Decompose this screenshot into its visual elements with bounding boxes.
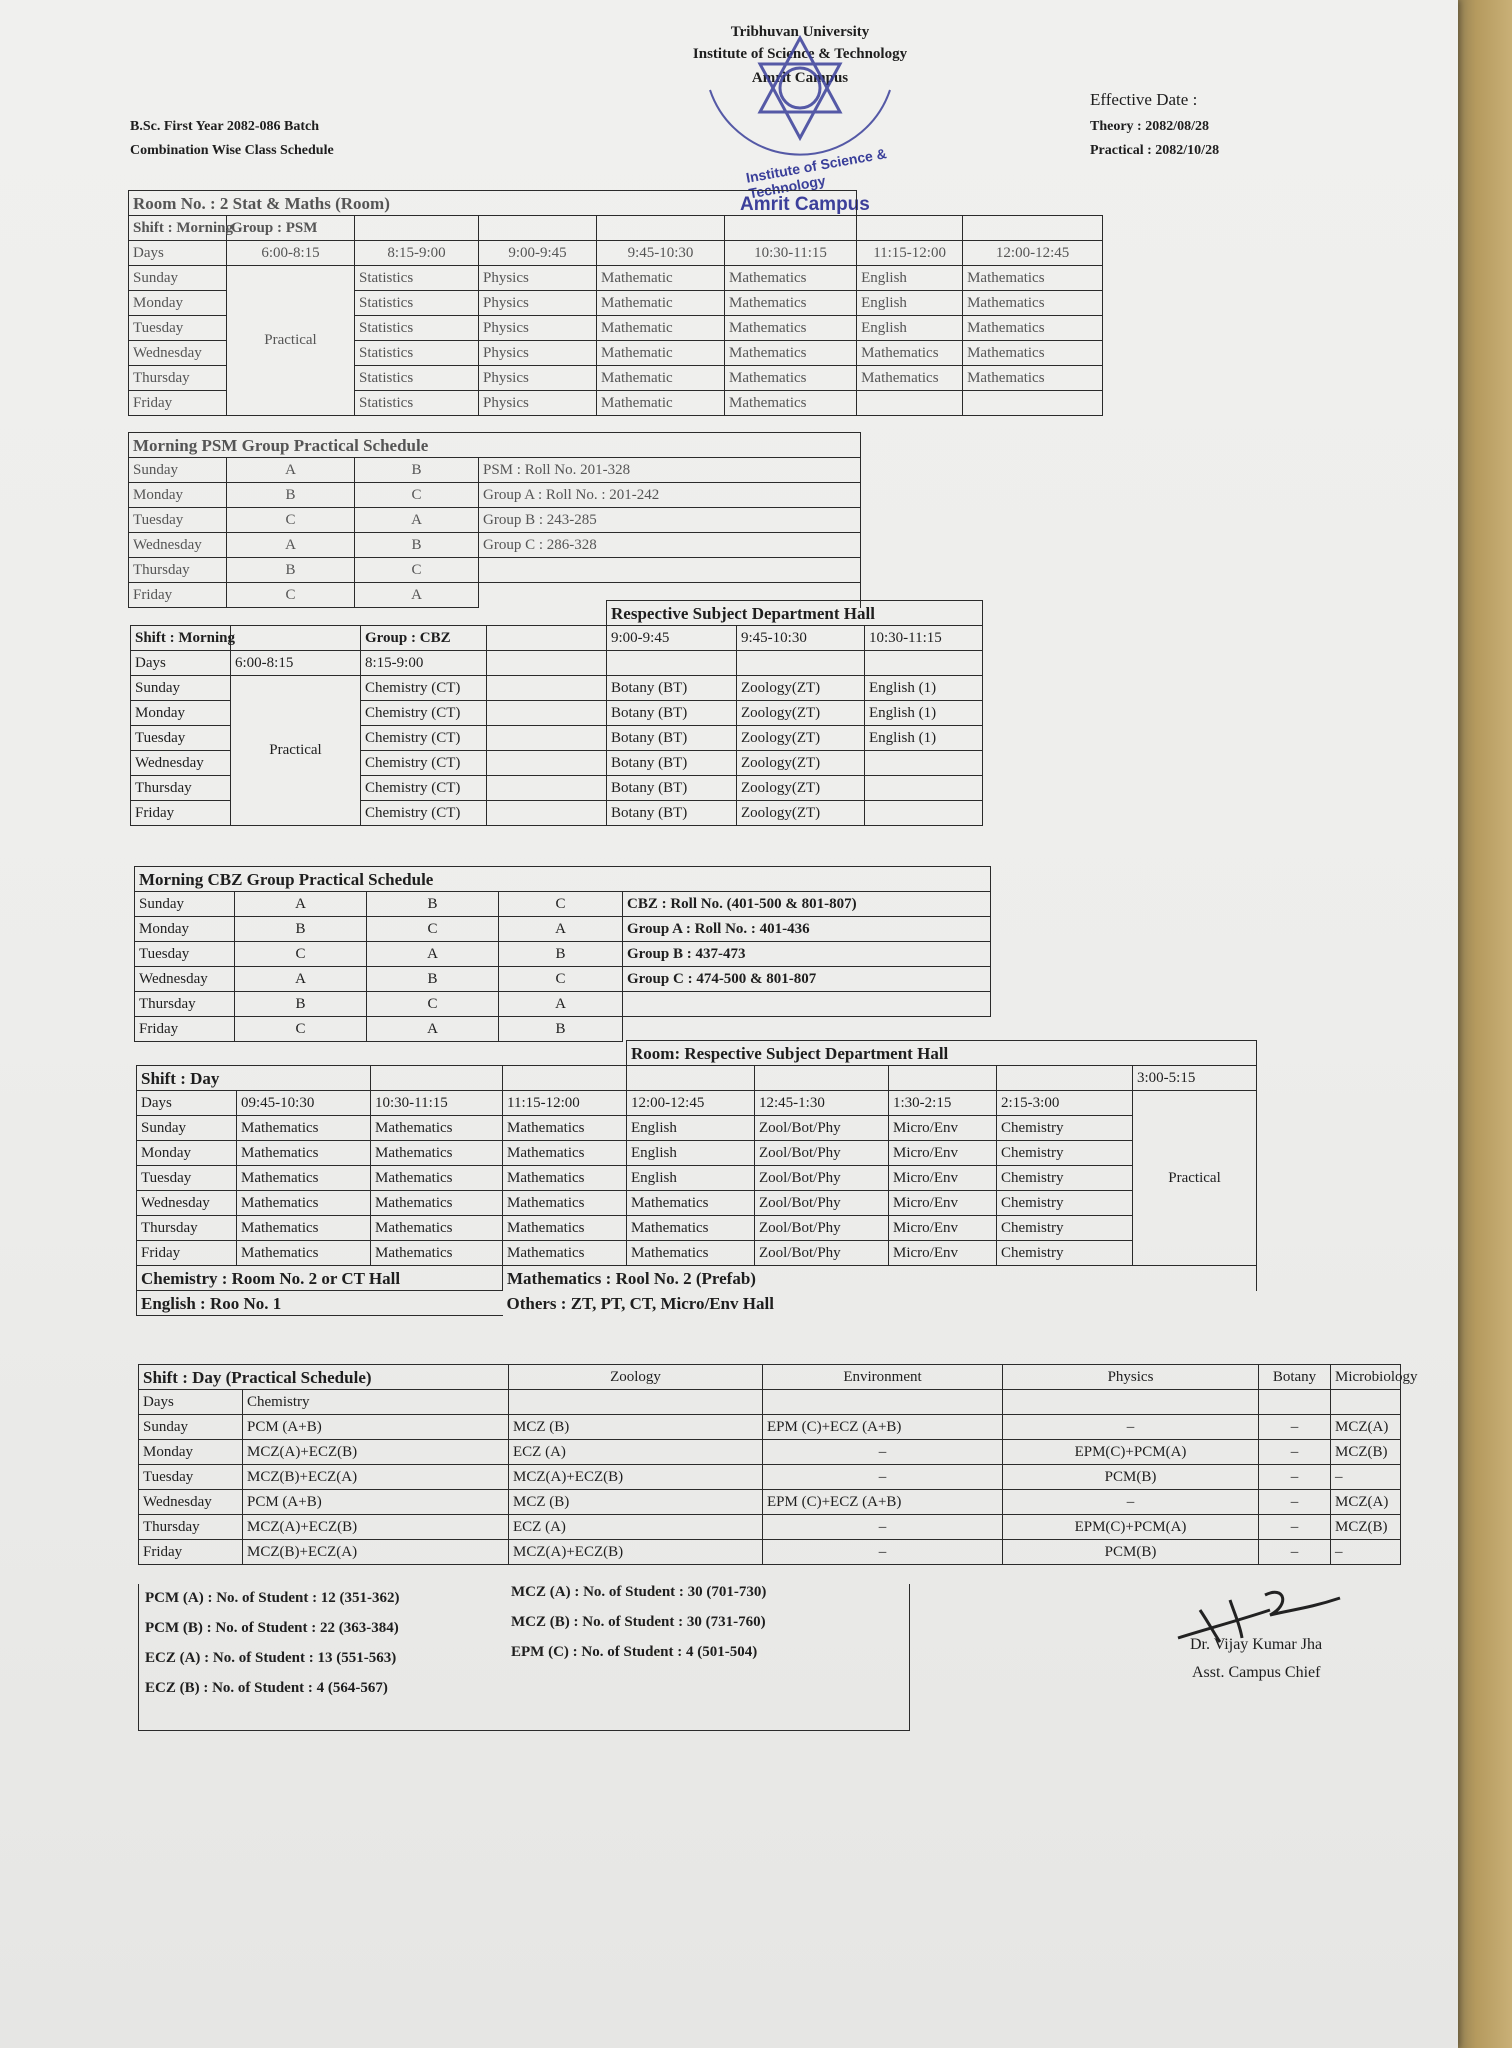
day-cell: Friday (137, 1241, 237, 1266)
count-note: MCZ (A) : No. of Student : 30 (701-730) (511, 1584, 767, 1600)
table-cell: Statistics (355, 316, 479, 341)
table-cell: Chemistry (997, 1166, 1133, 1191)
table-cell: MCZ (B) (509, 1415, 763, 1440)
day-cell: Thursday (139, 1515, 243, 1540)
roll-note: Group C : 286-328 (479, 533, 861, 558)
table-cell: Mathematics (503, 1166, 627, 1191)
table-cell: EPM(C)+PCM(A) (1003, 1440, 1259, 1465)
table-cell (963, 391, 1103, 416)
cbz-practical-table (134, 866, 991, 1042)
table-cell: Mathematics (627, 1191, 755, 1216)
table-cell: MCZ(B)+ECZ(A) (243, 1540, 509, 1565)
day-cell: Wednesday (139, 1490, 243, 1515)
day-cell: Tuesday (131, 726, 231, 751)
table-cell: – (1259, 1440, 1331, 1465)
table-cell: Mathematics (725, 316, 857, 341)
group-cell: C (499, 892, 623, 917)
table-cell: Chemistry (CT) (361, 726, 487, 751)
signatory-name: Dr. Vijay Kumar Jha (1190, 1636, 1323, 1653)
time-header: 09:45-10:30 (237, 1091, 371, 1116)
table-cell: Physics (479, 341, 597, 366)
table-cell: Mathematics (725, 341, 857, 366)
table-cell: Mathematic (597, 341, 725, 366)
group-cell: B (367, 892, 499, 917)
table-cell: Mathematics (503, 1241, 627, 1266)
table-cell: MCZ(A)+ECZ(B) (243, 1515, 509, 1540)
group-cell: C (227, 508, 355, 533)
time-header: 3:00-5:15 (1133, 1066, 1257, 1091)
table-cell: Mathematics (371, 1116, 503, 1141)
table-cell: Mathematics (963, 316, 1103, 341)
group-cell: C (355, 483, 479, 508)
table-cell: Zoology(ZT) (737, 726, 865, 751)
group-cell: A (227, 458, 355, 483)
group-cell: A (227, 533, 355, 558)
table-cell: English (627, 1166, 755, 1191)
day-cell: Monday (129, 483, 227, 508)
day-shift: Shift : Day (137, 1066, 371, 1091)
room-note: Chemistry : Room No. 2 or CT Hall (137, 1266, 503, 1291)
table-cell: Chemistry (CT) (361, 676, 487, 701)
day-cell: Friday (135, 1017, 235, 1042)
table-cell: Zoology(ZT) (737, 701, 865, 726)
table-cell: – (763, 1440, 1003, 1465)
roll-note: Group A : Roll No. : 401-436 (623, 917, 991, 942)
table-cell: Mathematic (597, 366, 725, 391)
group-cell: A (355, 583, 479, 608)
group-cell: B (227, 483, 355, 508)
group-cell: B (355, 458, 479, 483)
table-cell: English (1) (865, 676, 983, 701)
day-cell: Thursday (129, 366, 227, 391)
table-cell: Statistics (355, 366, 479, 391)
table-cell: MCZ(B) (1331, 1440, 1401, 1465)
roll-note: Group B : 243-285 (479, 508, 861, 533)
table-cell: Chemistry (CT) (361, 801, 487, 826)
psm-shift: Shift : Morning (129, 216, 227, 241)
table-cell: – (1331, 1540, 1401, 1565)
time-header: 10:30-11:15 (725, 241, 857, 266)
day-cell: Wednesday (135, 967, 235, 992)
psm-group: Group : PSM (227, 216, 355, 241)
group-cell: A (367, 1017, 499, 1042)
table-cell: Chemistry (997, 1116, 1133, 1141)
table-cell: MCZ(A)+ECZ(B) (509, 1540, 763, 1565)
table-cell: Botany (BT) (607, 801, 737, 826)
subject-header: Microbiology (1331, 1365, 1401, 1390)
group-cell: B (235, 992, 367, 1017)
table-cell: Zoology(ZT) (737, 801, 865, 826)
table-cell: Mathematic (597, 266, 725, 291)
table-cell: Zool/Bot/Phy (755, 1116, 889, 1141)
time-header: 12:00-12:45 (627, 1091, 755, 1116)
table-cell: Mathematics (503, 1141, 627, 1166)
theory-date: Theory : 2082/08/28 (1090, 119, 1209, 134)
cbz-shift: Shift : Morning (131, 626, 231, 651)
subject-header: Physics (1003, 1365, 1259, 1390)
table-cell: Chemistry (997, 1216, 1133, 1241)
time-header: 9:45-10:30 (597, 241, 725, 266)
table-cell: Zool/Bot/Phy (755, 1166, 889, 1191)
table-cell: Chemistry (997, 1241, 1133, 1266)
table-cell: English (857, 316, 963, 341)
psm-schedule-table (128, 190, 1103, 416)
days-header: Days (139, 1390, 243, 1415)
table-cell: Zool/Bot/Phy (755, 1141, 889, 1166)
table-cell: Mathematics (963, 341, 1103, 366)
table-cell: PCM (A+B) (243, 1490, 509, 1515)
table-cell: Physics (479, 391, 597, 416)
table-cell: Zoology(ZT) (737, 676, 865, 701)
table-cell: Statistics (355, 391, 479, 416)
table-cell: Mathematics (237, 1116, 371, 1141)
day-cell: Sunday (135, 892, 235, 917)
table-cell: Physics (479, 316, 597, 341)
table-cell (865, 776, 983, 801)
group-cell: A (499, 992, 623, 1017)
group-cell: B (355, 533, 479, 558)
subject-header: Botany (1259, 1365, 1331, 1390)
table-cell: Chemistry (997, 1141, 1133, 1166)
table-cell: – (1331, 1465, 1401, 1490)
table-cell: Mathematics (371, 1191, 503, 1216)
cbz-schedule-table (130, 600, 983, 826)
table-cell: Zoology(ZT) (737, 776, 865, 801)
table-cell: Mathematics (237, 1141, 371, 1166)
table-cell: Chemistry (CT) (361, 776, 487, 801)
institute-name: Institute of Science & Technology (692, 46, 908, 62)
table-cell: Mathematics (371, 1166, 503, 1191)
roll-note: Group C : 474-500 & 801-807 (623, 967, 991, 992)
count-note: ECZ (B) : No. of Student : 4 (564-567) (145, 1680, 388, 1696)
table-cell: Mathematics (237, 1166, 371, 1191)
table-cell: Micro/Env (889, 1116, 997, 1141)
roll-note: CBZ : Roll No. (401-500 & 801-807) (623, 892, 991, 917)
count-note: PCM (B) : No. of Student : 22 (363-384) (145, 1620, 399, 1636)
table-cell: Mathematic (597, 316, 725, 341)
table-cell: – (1003, 1415, 1259, 1440)
table-cell: Micro/Env (889, 1241, 997, 1266)
table-cell: Physics (479, 291, 597, 316)
psm-room: Room No. : 2 Stat & Maths (Room) (129, 191, 857, 216)
table-cell: Botany (BT) (607, 701, 737, 726)
day-practical-title: Shift : Day (Practical Schedule) (139, 1365, 509, 1390)
day-cell: Monday (131, 701, 231, 726)
group-cell: A (235, 892, 367, 917)
table-cell: PCM (A+B) (243, 1415, 509, 1440)
table-cell: Botany (BT) (607, 726, 737, 751)
subject-header: Zoology (509, 1365, 763, 1390)
days-header: Days (129, 241, 227, 266)
days-header: Days (137, 1091, 237, 1116)
day-cell: Friday (129, 583, 227, 608)
day-cell: Friday (129, 391, 227, 416)
time-header: 12:00-12:45 (963, 241, 1103, 266)
table-cell: Mathematics (963, 366, 1103, 391)
table-cell: Mathematics (963, 291, 1103, 316)
count-note: MCZ (B) : No. of Student : 30 (731-760) (511, 1614, 766, 1630)
time-header: 2:15-3:00 (997, 1091, 1133, 1116)
table-cell: Zoology(ZT) (737, 751, 865, 776)
table-cell: Mathematics (237, 1191, 371, 1216)
table-cell: Botany (BT) (607, 776, 737, 801)
roll-note: PSM : Roll No. 201-328 (479, 458, 861, 483)
cbz-group: Group : CBZ (361, 626, 487, 651)
table-cell: Mathematics (237, 1241, 371, 1266)
day-cell: Monday (135, 917, 235, 942)
table-cell: Zool/Bot/Phy (755, 1241, 889, 1266)
time-header: 9:45-10:30 (737, 626, 865, 651)
table-cell: – (1259, 1415, 1331, 1440)
table-cell: Micro/Env (889, 1141, 997, 1166)
table-cell: Chemistry (CT) (361, 701, 487, 726)
table-cell: MCZ(A)+ECZ(B) (243, 1440, 509, 1465)
day-cell: Thursday (135, 992, 235, 1017)
table-cell: Micro/Env (889, 1166, 997, 1191)
day-cell: Wednesday (129, 533, 227, 558)
table-cell: Mathematics (371, 1141, 503, 1166)
group-cell: A (235, 967, 367, 992)
seal-campus: Amrit Campus (740, 194, 870, 215)
table-cell: Mathematics (725, 366, 857, 391)
table-cell: Mathematics (725, 291, 857, 316)
roll-note: Group B : 437-473 (623, 942, 991, 967)
table-cell: Physics (479, 266, 597, 291)
day-cell: Wednesday (131, 751, 231, 776)
table-cell: English (857, 291, 963, 316)
table-cell: Chemistry (CT) (361, 751, 487, 776)
schedule-title: Combination Wise Class Schedule (130, 143, 334, 158)
time-header: 12:45-1:30 (755, 1091, 889, 1116)
university-name: Tribhuvan University (730, 24, 870, 40)
group-cell: B (235, 917, 367, 942)
university-logo (650, 20, 950, 215)
table-cell: English (857, 266, 963, 291)
day-room: Room: Respective Subject Department Hall (627, 1041, 1257, 1066)
practical-date: Practical : 2082/10/28 (1090, 143, 1220, 158)
psm-practical-table (128, 432, 861, 608)
day-cell: Monday (139, 1440, 243, 1465)
table-cell: Mathematic (597, 291, 725, 316)
student-count-box (138, 1584, 910, 1731)
cbz-hall: Respective Subject Department Hall (607, 601, 983, 626)
table-cell: ECZ (A) (509, 1515, 763, 1540)
table-cell: – (1259, 1490, 1331, 1515)
time-header: 6:00-8:15 (227, 241, 355, 266)
day-cell: Monday (129, 291, 227, 316)
table-cell: Mathematics (627, 1241, 755, 1266)
table-cell: MCZ(A) (1331, 1490, 1401, 1515)
table-cell: – (763, 1540, 1003, 1565)
table-cell: Zool/Bot/Phy (755, 1216, 889, 1241)
subject-header: Chemistry (243, 1390, 509, 1415)
day-cell: Tuesday (135, 942, 235, 967)
day-cell: Tuesday (129, 316, 227, 341)
table-cell: Physics (479, 366, 597, 391)
table-cell: Zool/Bot/Phy (755, 1191, 889, 1216)
table-cell: Mathematics (237, 1216, 371, 1241)
count-note: EPM (C) : No. of Student : 4 (501-504) (511, 1644, 758, 1660)
day-cell: Tuesday (129, 508, 227, 533)
time-header: 9:00-9:45 (607, 626, 737, 651)
group-cell: B (367, 967, 499, 992)
table-cell: EPM(C)+PCM(A) (1003, 1515, 1259, 1540)
time-header: 6:00-8:15 (231, 651, 361, 676)
table-cell: Mathematics (371, 1241, 503, 1266)
table-cell (857, 391, 963, 416)
table-cell: MCZ (B) (509, 1490, 763, 1515)
table-cell: Mathematic (597, 391, 725, 416)
table-cell: Statistics (355, 266, 479, 291)
table-cell: MCZ(A)+ECZ(B) (509, 1465, 763, 1490)
group-cell: C (499, 967, 623, 992)
table-cell: PCM(B) (1003, 1465, 1259, 1490)
group-cell: C (367, 917, 499, 942)
table-cell: – (1259, 1515, 1331, 1540)
day-schedule-table (136, 1040, 1257, 1316)
table-cell: MCZ(B)+ECZ(A) (243, 1465, 509, 1490)
day-cell: Thursday (137, 1216, 237, 1241)
count-note: PCM (A) : No. of Student : 12 (351-362) (145, 1590, 400, 1606)
table-cell: MCZ(B) (1331, 1515, 1401, 1540)
batch-title: B.Sc. First Year 2082-086 Batch (130, 119, 319, 134)
table-cell: Mathematics (503, 1191, 627, 1216)
day-cell: Thursday (129, 558, 227, 583)
time-header: 10:30-11:15 (371, 1091, 503, 1116)
psm-practical-title: Morning PSM Group Practical Schedule (129, 433, 861, 458)
table-cell: EPM (C)+ECZ (A+B) (763, 1490, 1003, 1515)
table-cell: MCZ(A) (1331, 1415, 1401, 1440)
group-cell: C (367, 992, 499, 1017)
table-cell: PCM(B) (1003, 1540, 1259, 1565)
table-cell: Mathematics (627, 1216, 755, 1241)
table-cell: English (627, 1141, 755, 1166)
time-header: 11:15-12:00 (857, 241, 963, 266)
table-cell: – (1259, 1465, 1331, 1490)
signatory-title: Asst. Campus Chief (1192, 1664, 1321, 1681)
day-practical-table (138, 1364, 1418, 1565)
day-cell: Friday (131, 801, 231, 826)
group-cell: C (227, 583, 355, 608)
table-cell: – (1003, 1490, 1259, 1515)
time-header: 9:00-9:45 (479, 241, 597, 266)
day-cell: Tuesday (137, 1166, 237, 1191)
table-cell: – (763, 1465, 1003, 1490)
table-cell: Botany (BT) (607, 676, 737, 701)
time-header: 11:15-12:00 (503, 1091, 627, 1116)
day-cell: Friday (139, 1540, 243, 1565)
day-cell: Sunday (129, 266, 227, 291)
table-cell (865, 751, 983, 776)
table-cell: Chemistry (997, 1191, 1133, 1216)
table-cell: Mathematics (857, 366, 963, 391)
table-cell: Mathematics (725, 266, 857, 291)
group-cell: C (235, 942, 367, 967)
table-cell: Mathematics (371, 1216, 503, 1241)
table-cell: EPM (C)+ECZ (A+B) (763, 1415, 1003, 1440)
table-cell: Micro/Env (889, 1216, 997, 1241)
table-cell: English (1) (865, 701, 983, 726)
time-header: 8:15-9:00 (361, 651, 487, 676)
table-cell: Statistics (355, 341, 479, 366)
table-cell: Mathematics (503, 1216, 627, 1241)
table-cell: Micro/Env (889, 1191, 997, 1216)
cbz-practical-title: Morning CBZ Group Practical Schedule (135, 867, 991, 892)
table-cell (865, 801, 983, 826)
group-cell: B (227, 558, 355, 583)
day-cell: Tuesday (139, 1465, 243, 1490)
table-cell: English (1) (865, 726, 983, 751)
group-cell: B (499, 1017, 623, 1042)
group-cell: C (235, 1017, 367, 1042)
table-cell: – (763, 1515, 1003, 1540)
table-cell: Mathematics (857, 341, 963, 366)
room-note: Mathematics : Rool No. 2 (Prefab) (503, 1266, 1257, 1291)
day-cell: Thursday (131, 776, 231, 801)
group-cell: A (367, 942, 499, 967)
time-header: 1:30-2:15 (889, 1091, 997, 1116)
day-cell: Sunday (131, 676, 231, 701)
days-header: Days (131, 651, 231, 676)
time-header: 8:15-9:00 (355, 241, 479, 266)
table-cell: Mathematics (725, 391, 857, 416)
day-cell: Monday (137, 1141, 237, 1166)
subject-header: Environment (763, 1365, 1003, 1390)
table-cell: ECZ (A) (509, 1440, 763, 1465)
campus-name: Amrit Campus (751, 70, 849, 86)
effective-date-label: Effective Date : (1090, 90, 1198, 109)
time-header: 10:30-11:15 (865, 626, 983, 651)
day-cell: Wednesday (137, 1191, 237, 1216)
room-note: English : Roo No. 1 (137, 1291, 503, 1316)
day-cell: Sunday (139, 1415, 243, 1440)
room-note: Others : ZT, PT, CT, Micro/Env Hall (506, 1293, 774, 1313)
table-cell: Mathematics (963, 266, 1103, 291)
group-cell: B (499, 942, 623, 967)
group-cell: C (355, 558, 479, 583)
practical-cell: Practical (231, 676, 361, 826)
practical-cell: Practical (227, 266, 355, 416)
table-cell: Mathematics (503, 1116, 627, 1141)
day-cell: Sunday (129, 458, 227, 483)
table-cell: English (627, 1116, 755, 1141)
day-cell: Wednesday (129, 341, 227, 366)
practical-cell: Practical (1133, 1091, 1257, 1266)
roll-note: Group A : Roll No. : 201-242 (479, 483, 861, 508)
table-cell: Botany (BT) (607, 751, 737, 776)
table-cell: Statistics (355, 291, 479, 316)
day-cell: Sunday (137, 1116, 237, 1141)
table-edge (1452, 0, 1512, 2048)
seal-text: Institute of Science & Technology (744, 145, 888, 202)
table-cell: – (1259, 1540, 1331, 1565)
group-cell: A (499, 917, 623, 942)
group-cell: A (355, 508, 479, 533)
count-note: ECZ (A) : No. of Student : 13 (551-563) (145, 1650, 397, 1666)
